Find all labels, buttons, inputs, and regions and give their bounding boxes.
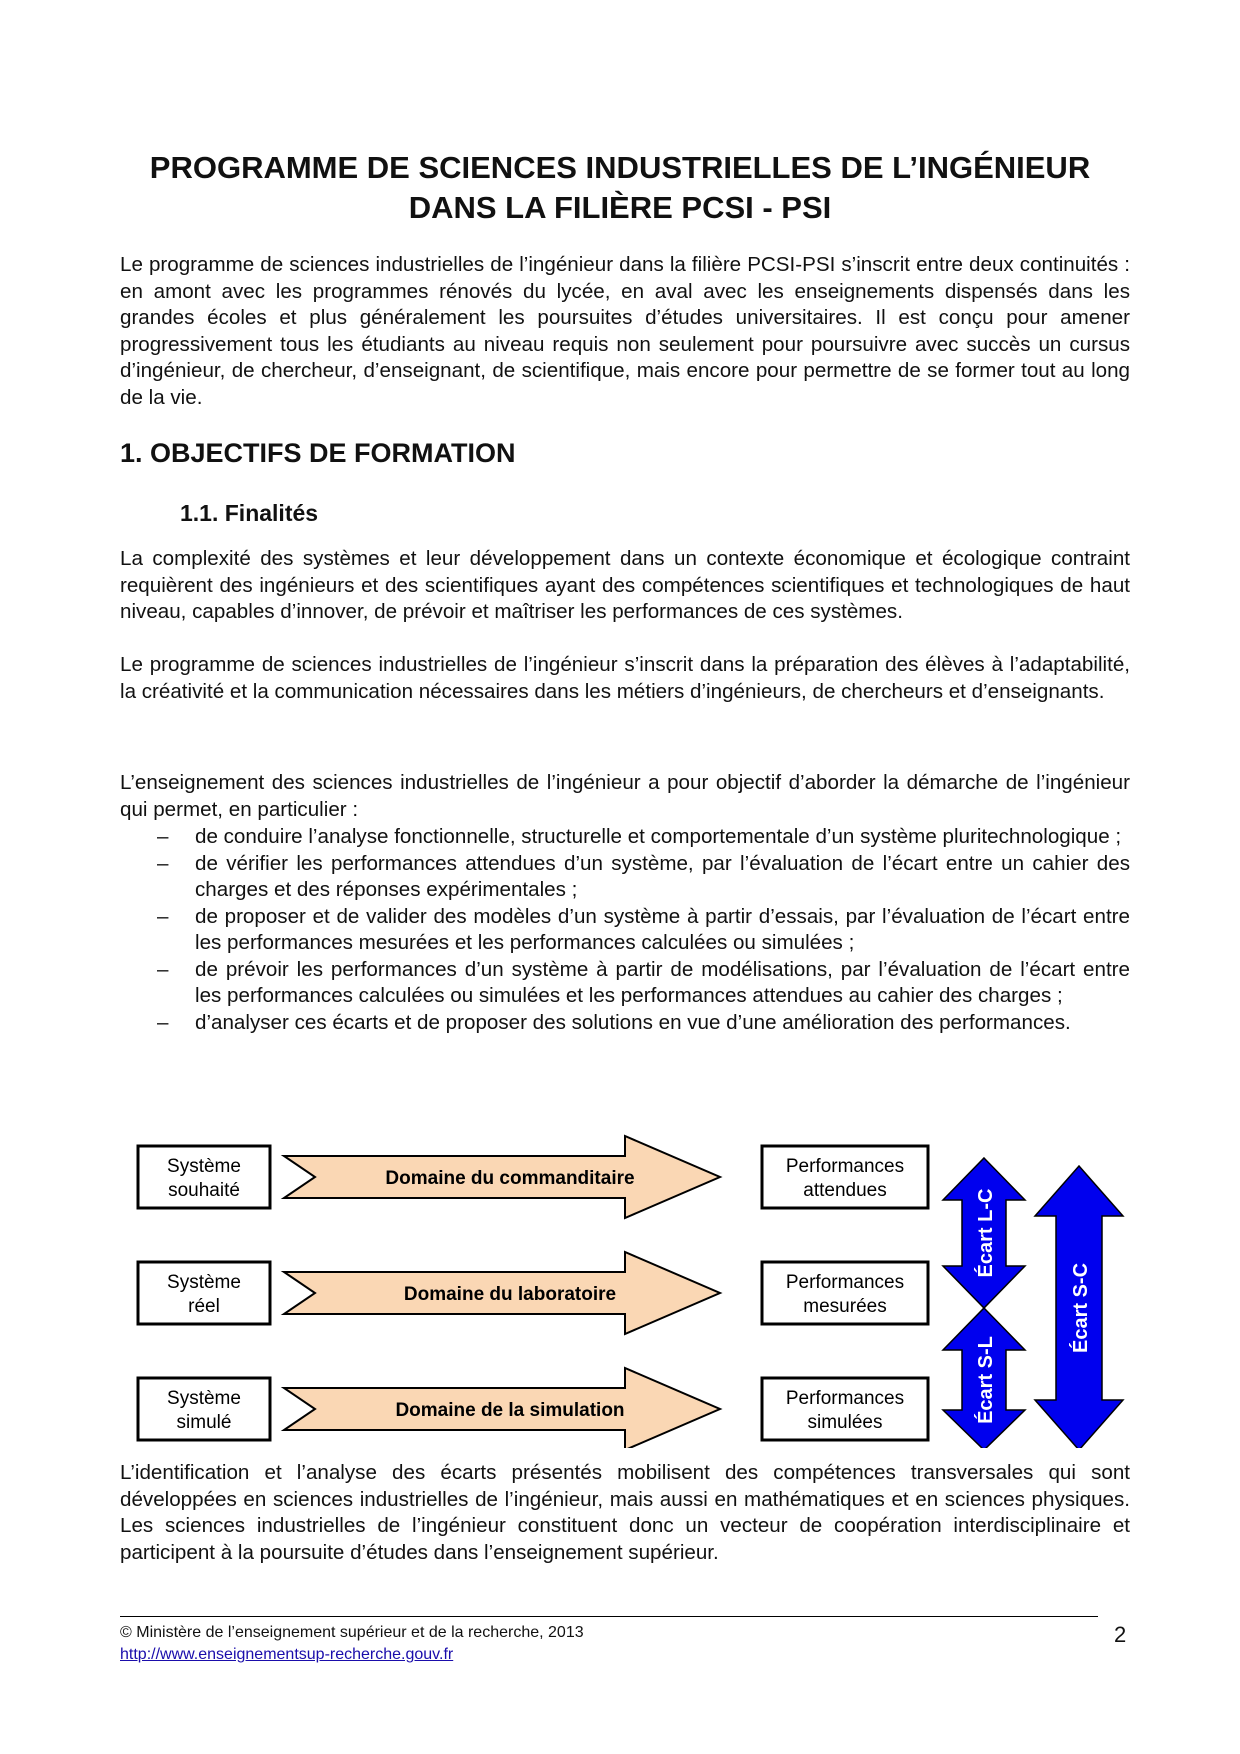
page-title bbox=[110, 148, 1130, 228]
list-item-text: de vérifier les performances attendues d’un système, par l’évaluation de l’écart entre un cahier des charges et des réponses expérimentales ; bbox=[195, 851, 1130, 901]
ecarts-diagram bbox=[130, 1128, 1130, 1448]
page-number: 2 bbox=[1114, 1622, 1127, 1647]
diagram-row-simulation bbox=[138, 1368, 928, 1448]
diagram-row-commanditaire bbox=[138, 1136, 928, 1218]
footer-divider bbox=[120, 1616, 1098, 1617]
list-item-text: de prévoir les performances d’un système à partir de modélisations, par l’évaluation de l’écart entre les performances calculées ou simulées et les performances attendues au cahier des charges ; bbox=[195, 957, 1130, 1007]
list-item-text: de proposer et de valider des modèles d’un système à partir d’essais, par l’évaluation de l’écart entre les performances mesurées et les performances calculées ou simulées ; bbox=[195, 904, 1130, 954]
list-item-text: d’analyser ces écarts et de proposer des solutions en vue d’une amélioration des performances. bbox=[195, 1010, 1071, 1034]
performances-simulees-label-2: simulées bbox=[807, 1412, 883, 1433]
list-item bbox=[155, 904, 1130, 957]
systeme-reel-label-2: réel bbox=[188, 1296, 220, 1317]
objectives-list bbox=[155, 824, 1130, 1036]
performances-mesurees-label-2: mesurées bbox=[803, 1296, 887, 1317]
diagram-row-laboratoire bbox=[138, 1252, 928, 1334]
performances-simulees-label: Performances bbox=[785, 1388, 905, 1409]
performances-attendues-label: Performances bbox=[785, 1156, 905, 1177]
title-line-2: DANS LA FILIÈRE PCSI - PSI bbox=[408, 190, 832, 225]
systeme-simule-label: Système bbox=[167, 1388, 241, 1409]
list-item-text: de conduire l’analyse fonctionnelle, structurelle et comportementale d’un système pluritechnologique ; bbox=[195, 825, 1122, 848]
performances-mesurees-label: Performances bbox=[785, 1272, 905, 1293]
section-heading-objectifs: 1. OBJECTIFS DE FORMATION bbox=[120, 438, 516, 468]
bullet-dash: – bbox=[157, 1010, 169, 1034]
ecart-sl-label: Écart S-L bbox=[975, 1336, 997, 1424]
ecart-sc-label: Écart S-C bbox=[1070, 1262, 1092, 1354]
domaine-laboratoire-label: Domaine du laboratoire bbox=[403, 1284, 617, 1305]
bullet-dash: – bbox=[157, 851, 169, 875]
ecart-lc-label: Écart L-C bbox=[975, 1188, 997, 1278]
footer-url-link[interactable]: http://www.enseignementsup-recherche.gouv.fr bbox=[120, 1646, 454, 1663]
intro-paragraph: Le programme de sciences industrielles de l’ingénieur dans la filière PCSI-PSI s’inscrit entre deux continuités : en amont avec les programmes rénovés du lycée, en aval avec les enseignements dispensés dans les grandes écoles et plus généralement les poursuites d’études universitaires. Il est conçu pour amener progressivement tous les étudiants au niveau requis non seulement pour poursuivre avec succès un cursus d’ingénieur, de chercheur, d’enseignant, de scientifique, mais encore pour permettre de se former tout au long de la vie. bbox=[120, 253, 1130, 409]
subsection-heading-finalites: 1.1. Finalités bbox=[180, 500, 319, 526]
bullet-dash: – bbox=[157, 904, 169, 928]
list-item bbox=[155, 851, 1130, 904]
bullet-dash: – bbox=[157, 957, 169, 981]
finalites-paragraph-2: Le programme de sciences industrielles de l’ingénieur s’inscrit dans la préparation des élèves à l’adaptabilité, la créativité et la communication nécessaires dans les métiers d’ingénieurs, de chercheurs et d’enseignants. bbox=[120, 653, 1130, 703]
systeme-souhaite-label: Système bbox=[167, 1156, 241, 1177]
list-item bbox=[155, 957, 1130, 1010]
title-line-1: PROGRAMME DE SCIENCES INDUSTRIELLES DE L’INGÉNIEUR bbox=[149, 150, 1091, 185]
finalites-paragraph-1: La complexité des systèmes et leur développement dans un contexte économique et écologique contraint requièrent des ingénieurs et des scientifiques ayant des compétences scientifiques et technologiques de haut niveau, capables d’innover, de prévoir et maîtriser les performances de ces systèmes. bbox=[120, 547, 1130, 623]
domaine-simulation-label: Domaine de la simulation bbox=[395, 1400, 625, 1421]
bullet-dash: – bbox=[157, 825, 169, 848]
finalites-paragraph-3: L’enseignement des sciences industrielles de l’ingénieur a pour objectif d’aborder la démarche de l’ingénieur qui permet, en particulier : bbox=[120, 771, 1130, 821]
conclusion-paragraph: L’identification et l’analyse des écarts présentés mobilisent des compétences transversales qui sont développées en sciences industrielles de l’ingénieur, mais aussi en mathématiques et en sciences physiques. Les sciences industrielles de l’ingénieur constituent donc un vecteur de coopération interdisciplinaire et participent à la poursuite d’études dans l’enseignement supérieur. bbox=[120, 1461, 1130, 1564]
list-item bbox=[155, 1010, 1130, 1037]
systeme-reel-label: Système bbox=[167, 1272, 241, 1293]
list-item bbox=[155, 824, 1130, 851]
footer-copyright: © Ministère de l’enseignement supérieur et de la recherche, 2013 bbox=[120, 1624, 584, 1641]
footer-url-line bbox=[120, 1646, 453, 1664]
performances-attendues-label-2: attendues bbox=[803, 1180, 887, 1201]
domaine-commanditaire-label: Domaine du commanditaire bbox=[385, 1168, 635, 1189]
systeme-souhaite-label-2: souhaité bbox=[168, 1180, 240, 1201]
systeme-simule-label-2: simulé bbox=[176, 1412, 232, 1433]
